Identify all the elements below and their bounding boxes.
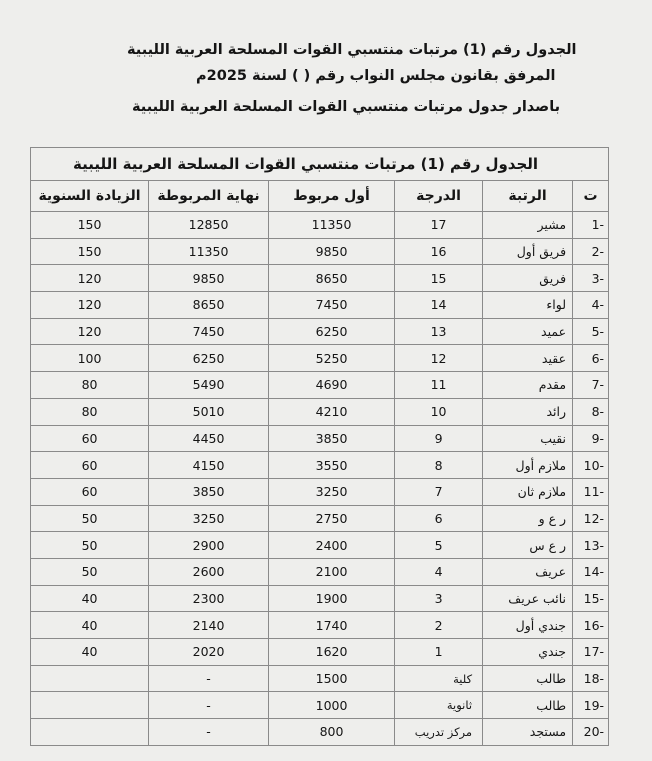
- cell-index: -4: [573, 292, 609, 319]
- cell-index: -2: [573, 238, 609, 265]
- cell-index: -11: [573, 478, 609, 505]
- cell-index: -15: [573, 585, 609, 612]
- cell-last-salary: 12850: [149, 212, 269, 239]
- cell-rank: لواء: [483, 292, 573, 319]
- cell-rank: نقيب: [483, 425, 573, 452]
- header-line-1: الجدول رقم (1) مرتبات منتسبي القوات المسلحة العربية الليبية: [127, 42, 577, 58]
- table-row: [31, 639, 609, 666]
- cell-rank: مستجد: [483, 719, 573, 746]
- cell-last-salary: 7450: [149, 318, 269, 345]
- table-row: [31, 505, 609, 532]
- cell-first-salary: 2750: [269, 505, 395, 532]
- cell-rank: جندي: [483, 639, 573, 666]
- salary-table: [30, 147, 609, 746]
- cell-annual-increase: 120: [31, 318, 149, 345]
- cell-last-salary: 3850: [149, 478, 269, 505]
- table-row: [31, 452, 609, 479]
- table-row: [31, 478, 609, 505]
- cell-annual-increase: 40: [31, 585, 149, 612]
- table-row: [31, 238, 609, 265]
- column-header-index: ت: [573, 181, 609, 212]
- cell-rank: جندي أول: [483, 612, 573, 639]
- cell-index: -20: [573, 719, 609, 746]
- cell-rank: طالب: [483, 665, 573, 692]
- cell-first-salary: 1620: [269, 639, 395, 666]
- cell-annual-increase: 50: [31, 505, 149, 532]
- cell-last-salary: 2900: [149, 532, 269, 559]
- table-row: [31, 585, 609, 612]
- cell-grade: 9: [395, 425, 483, 452]
- cell-rank: عميد: [483, 318, 573, 345]
- cell-last-salary: 4150: [149, 452, 269, 479]
- table-row: [31, 692, 609, 719]
- cell-last-salary: 3250: [149, 505, 269, 532]
- cell-grade: 10: [395, 398, 483, 425]
- cell-first-salary: 800: [269, 719, 395, 746]
- cell-annual-increase: 80: [31, 372, 149, 399]
- cell-grade: 14: [395, 292, 483, 319]
- cell-grade: 12: [395, 345, 483, 372]
- cell-first-salary: 1000: [269, 692, 395, 719]
- cell-first-salary: 6250: [269, 318, 395, 345]
- cell-first-salary: 3850: [269, 425, 395, 452]
- cell-index: -5: [573, 318, 609, 345]
- cell-first-salary: 2100: [269, 558, 395, 585]
- cell-annual-increase: 50: [31, 532, 149, 559]
- cell-annual-increase: 40: [31, 639, 149, 666]
- cell-index: -12: [573, 505, 609, 532]
- cell-rank: طالب: [483, 692, 573, 719]
- cell-rank: ملازم أول: [483, 452, 573, 479]
- cell-first-salary: 3550: [269, 452, 395, 479]
- cell-grade: كلية: [395, 665, 483, 692]
- cell-last-salary: -: [149, 692, 269, 719]
- cell-annual-increase: 40: [31, 612, 149, 639]
- column-header-grade: الدرجة: [395, 181, 483, 212]
- cell-first-salary: 4690: [269, 372, 395, 399]
- table-row: [31, 612, 609, 639]
- cell-annual-increase: 60: [31, 452, 149, 479]
- cell-rank: فريق: [483, 265, 573, 292]
- cell-first-salary: 4210: [269, 398, 395, 425]
- cell-rank: مشير: [483, 212, 573, 239]
- cell-grade: 4: [395, 558, 483, 585]
- table-row: [31, 292, 609, 319]
- column-header-annual-increase: الزيادة السنوية: [31, 181, 149, 212]
- table-row: [31, 665, 609, 692]
- cell-first-salary: 9850: [269, 238, 395, 265]
- cell-last-salary: 5490: [149, 372, 269, 399]
- table-row: [31, 345, 609, 372]
- cell-first-salary: 11350: [269, 212, 395, 239]
- cell-grade: 6: [395, 505, 483, 532]
- cell-index: -8: [573, 398, 609, 425]
- cell-annual-increase: 50: [31, 558, 149, 585]
- cell-grade: 7: [395, 478, 483, 505]
- cell-index: -14: [573, 558, 609, 585]
- cell-last-salary: 2020: [149, 639, 269, 666]
- cell-grade: 8: [395, 452, 483, 479]
- header-line-2: المرفق بقانون مجلس النواب رقم ( ) لسنة 2025م: [196, 68, 556, 84]
- cell-grade: مركز تدريب: [395, 719, 483, 746]
- cell-rank: ر ع س: [483, 532, 573, 559]
- cell-index: -18: [573, 665, 609, 692]
- cell-rank: نائب عريف: [483, 585, 573, 612]
- table-header-row: [31, 181, 609, 212]
- cell-last-salary: -: [149, 719, 269, 746]
- cell-grade: 16: [395, 238, 483, 265]
- table-caption-row: [31, 148, 609, 181]
- cell-index: -16: [573, 612, 609, 639]
- cell-annual-increase: 120: [31, 265, 149, 292]
- cell-index: -3: [573, 265, 609, 292]
- cell-index: -19: [573, 692, 609, 719]
- table-row: [31, 372, 609, 399]
- cell-annual-increase: 100: [31, 345, 149, 372]
- cell-annual-increase: 150: [31, 212, 149, 239]
- cell-first-salary: 1900: [269, 585, 395, 612]
- table-row: [31, 558, 609, 585]
- header-line-3: باصدار جدول مرتبات منتسبي القوات المسلحة العربية الليبية: [132, 99, 561, 115]
- cell-annual-increase: 120: [31, 292, 149, 319]
- cell-first-salary: 7450: [269, 292, 395, 319]
- cell-annual-increase: 60: [31, 425, 149, 452]
- table-row: [31, 398, 609, 425]
- cell-last-salary: 9850: [149, 265, 269, 292]
- table-row: [31, 532, 609, 559]
- cell-last-salary: 2300: [149, 585, 269, 612]
- cell-rank: رائد: [483, 398, 573, 425]
- cell-grade: 13: [395, 318, 483, 345]
- table-row: [31, 318, 609, 345]
- cell-index: -10: [573, 452, 609, 479]
- cell-annual-increase: 150: [31, 238, 149, 265]
- cell-first-salary: 1740: [269, 612, 395, 639]
- table-row: [31, 212, 609, 239]
- cell-grade: 17: [395, 212, 483, 239]
- cell-index: -9: [573, 425, 609, 452]
- cell-last-salary: 2600: [149, 558, 269, 585]
- cell-grade: 5: [395, 532, 483, 559]
- column-header-first-salary: أول مربوط: [269, 181, 395, 212]
- cell-annual-increase: [31, 719, 149, 746]
- cell-last-salary: 4450: [149, 425, 269, 452]
- cell-grade: 3: [395, 585, 483, 612]
- cell-index: -7: [573, 372, 609, 399]
- cell-rank: ر ع و: [483, 505, 573, 532]
- table-caption: الجدول رقم (1) مرتبات منتسبي القوات المسلحة العربية الليبية: [31, 148, 609, 181]
- cell-rank: مقدم: [483, 372, 573, 399]
- cell-rank: عريف: [483, 558, 573, 585]
- cell-annual-increase: [31, 692, 149, 719]
- table-row: [31, 719, 609, 746]
- cell-first-salary: 3250: [269, 478, 395, 505]
- cell-first-salary: 2400: [269, 532, 395, 559]
- cell-last-salary: 6250: [149, 345, 269, 372]
- column-header-last-salary: نهاية المربوطة: [149, 181, 269, 212]
- cell-rank: ملازم ثان: [483, 478, 573, 505]
- cell-last-salary: -: [149, 665, 269, 692]
- cell-annual-increase: 80: [31, 398, 149, 425]
- cell-grade: 11: [395, 372, 483, 399]
- cell-last-salary: 11350: [149, 238, 269, 265]
- column-header-rank: الرتبة: [483, 181, 573, 212]
- cell-annual-increase: [31, 665, 149, 692]
- cell-index: -6: [573, 345, 609, 372]
- cell-index: -1: [573, 212, 609, 239]
- cell-last-salary: 8650: [149, 292, 269, 319]
- cell-rank: عقيد: [483, 345, 573, 372]
- cell-first-salary: 5250: [269, 345, 395, 372]
- cell-grade: ثانوية: [395, 692, 483, 719]
- cell-first-salary: 1500: [269, 665, 395, 692]
- cell-index: -17: [573, 639, 609, 666]
- cell-first-salary: 8650: [269, 265, 395, 292]
- table-row: [31, 425, 609, 452]
- cell-grade: 2: [395, 612, 483, 639]
- table-row: [31, 265, 609, 292]
- cell-grade: 1: [395, 639, 483, 666]
- cell-index: -13: [573, 532, 609, 559]
- cell-last-salary: 2140: [149, 612, 269, 639]
- cell-grade: 15: [395, 265, 483, 292]
- cell-annual-increase: 60: [31, 478, 149, 505]
- cell-rank: فريق أول: [483, 238, 573, 265]
- cell-last-salary: 5010: [149, 398, 269, 425]
